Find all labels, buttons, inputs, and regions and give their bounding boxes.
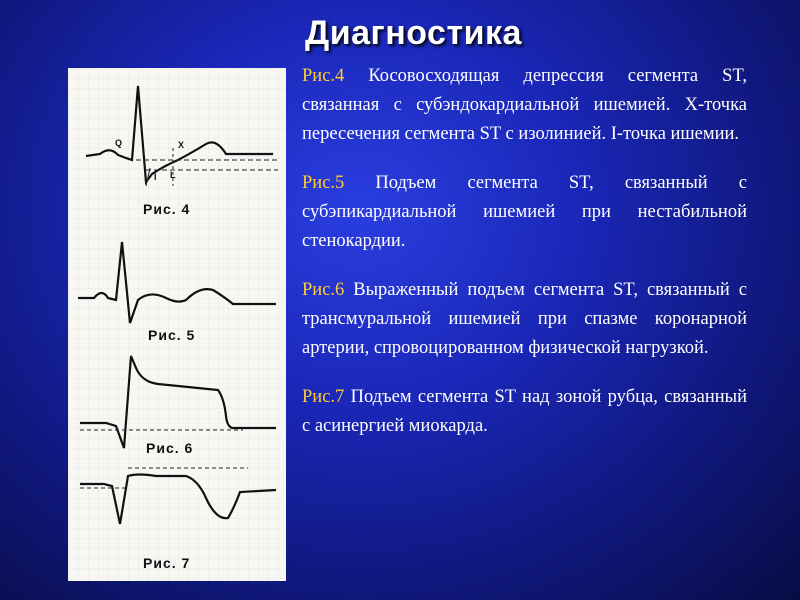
paragraph-text-5: Подъем сегмента ST, связанный с субэпикардиальной ишемией при нестабильной стенокардии. — [302, 173, 747, 251]
ecg-traces — [68, 68, 286, 581]
description-column — [302, 62, 747, 461]
paragraph-text-7: Подъем сегмента ST над зоной рубца, связанный с асинергией миокарда. — [302, 387, 747, 436]
paragraph-fig7 — [302, 383, 747, 441]
paragraph-fig4 — [302, 62, 747, 149]
paragraph-fig5 — [302, 169, 747, 256]
figure-label-5: Рис. 5 — [148, 327, 196, 343]
i-marker: I — [154, 172, 157, 182]
figure-label-6: Рис. 6 — [146, 440, 194, 456]
figure-ref-6: Рис.6 — [302, 280, 345, 300]
figure-label-4: Рис. 4 — [143, 201, 191, 217]
paragraph-fig6 — [302, 276, 747, 363]
figure-ref-4: Рис.4 — [302, 66, 345, 86]
q-marker: Q — [115, 138, 123, 148]
figure-ref-5: Рис.5 — [302, 173, 345, 193]
slide-title: Диагностика — [305, 14, 522, 52]
paragraph-text-4: Косовосходящая депрессия сегмента ST, связанная с субэндокардиальной ишемией. Х-точка пересечения сегмента ST с изолинией. I-точка ишемии. — [302, 66, 747, 144]
x-marker: X — [178, 140, 185, 150]
paragraph-text-6: Выраженный подъем сегмента ST, связанный с трансмуральной ишемией при спазме коронарной артерии, спровоцированном физической нагрузкой. — [302, 280, 747, 358]
ecg-illustration-panel — [68, 68, 286, 581]
ecg-grid — [68, 68, 286, 581]
l-marker: L — [170, 170, 176, 180]
figure-ref-7: Рис.7 — [302, 387, 345, 407]
figure-label-7: Рис. 7 — [143, 555, 191, 571]
